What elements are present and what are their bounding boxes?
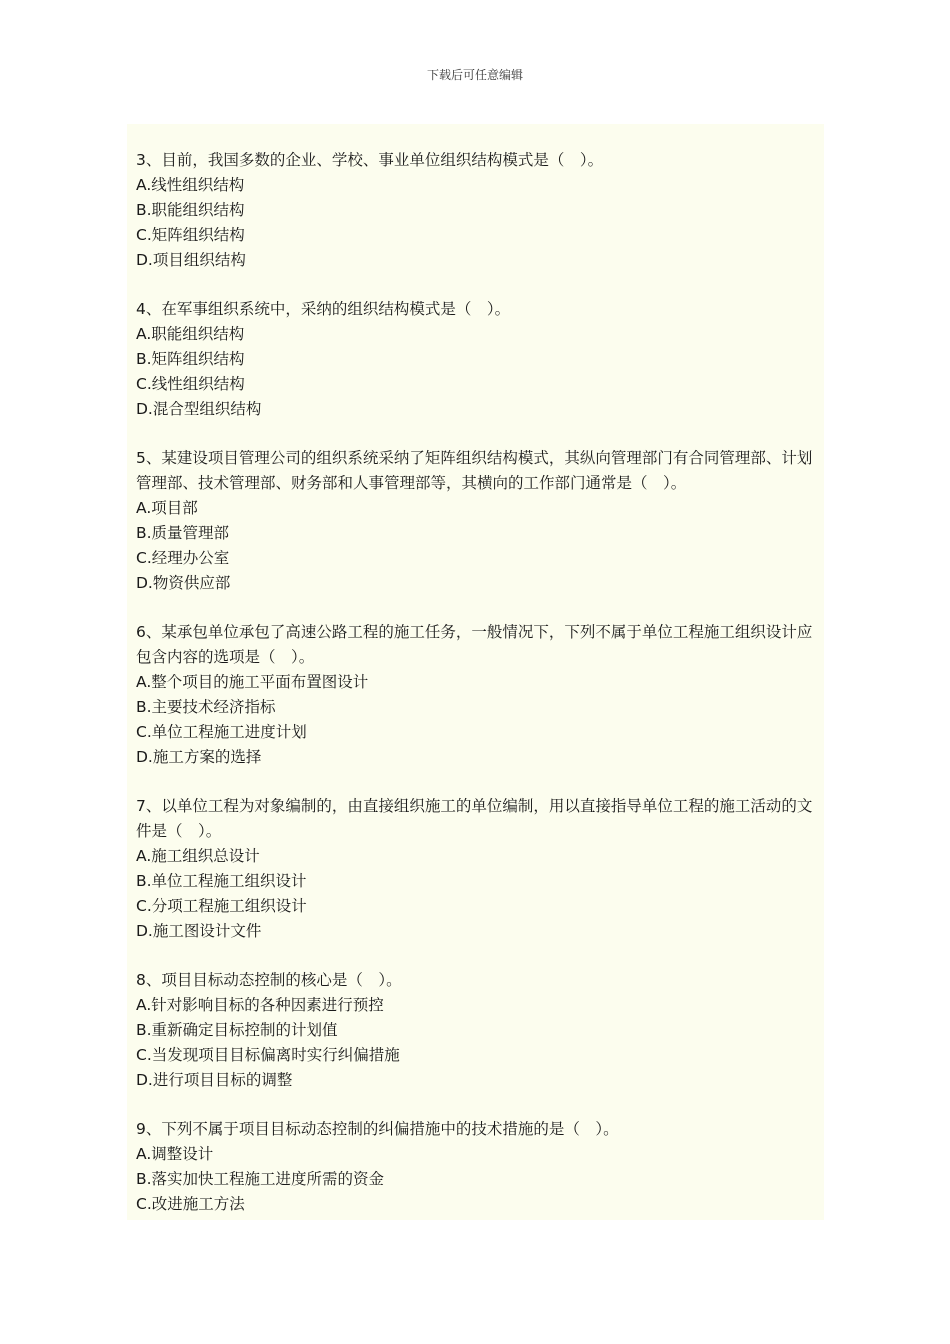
option-c: C.线性组织结构 — [136, 375, 245, 393]
option-b: B.矩阵组织结构 — [136, 350, 245, 368]
question-text: 3、目前，我国多数的企业、学校、事业单位组织结构模式是（ ）。 — [136, 151, 604, 169]
option-a: A.针对影响目标的各种因素进行预控 — [136, 996, 384, 1014]
question-text: 9、下列不属于项目目标动态控制的纠偏措施中的技术措施的是（ ）。 — [136, 1120, 619, 1138]
option-a: A.线性组织结构 — [136, 176, 245, 194]
option-a: A.施工组织总设计 — [136, 847, 260, 865]
option-d: D.进行项目目标的调整 — [136, 1071, 293, 1089]
question-8 — [136, 968, 816, 1093]
option-c: C.单位工程施工进度计划 — [136, 723, 307, 741]
option-d: D.施工方案的选择 — [136, 748, 262, 766]
question-4 — [136, 297, 816, 422]
option-d: D.混合型组织结构 — [136, 400, 262, 418]
option-b: B.质量管理部 — [136, 524, 230, 542]
option-d: D.项目组织结构 — [136, 251, 246, 269]
header-note: 下载后可任意编辑 — [426, 68, 523, 82]
option-a: A.整个项目的施工平面布置图设计 — [136, 673, 369, 691]
option-b: B.主要技术经济指标 — [136, 698, 276, 716]
question-text: 5、某建设项目管理公司的组织系统采纳了矩阵组织结构模式，其纵向管理部门有合同管理部、计划管理部、技术管理部、财务部和人事管理部等，其横向的工作部门通常是（ ）。 — [136, 449, 813, 492]
option-b: B.职能组织结构 — [136, 201, 245, 219]
option-a: A.调整设计 — [136, 1145, 214, 1163]
question-text: 4、在军事组织系统中，采纳的组织结构模式是（ ）。 — [136, 300, 511, 318]
question-text: 6、某承包单位承包了高速公路工程的施工任务，一般情况下，下列不属于单位工程施工组织设计应包含内容的选项是（ ）。 — [136, 623, 813, 666]
option-d: D.施工图设计文件 — [136, 922, 262, 940]
option-b: B.落实加快工程施工进度所需的资金 — [136, 1170, 385, 1188]
question-6 — [136, 620, 816, 770]
question-5 — [136, 446, 816, 596]
question-3 — [136, 148, 816, 273]
question-9 — [136, 1117, 816, 1217]
option-c: C.当发现项目目标偏离时实行纠偏措施 — [136, 1046, 400, 1064]
question-text: 8、项目目标动态控制的核心是（ ）。 — [136, 971, 402, 989]
option-b: B.重新确定目标控制的计划值 — [136, 1021, 338, 1039]
option-c: C.分项工程施工组织设计 — [136, 897, 307, 915]
option-c: C.矩阵组织结构 — [136, 226, 245, 244]
option-c: C.改进施工方法 — [136, 1195, 245, 1213]
option-a: A.职能组织结构 — [136, 325, 245, 343]
option-a: A.项目部 — [136, 499, 198, 517]
option-b: B.单位工程施工组织设计 — [136, 872, 307, 890]
option-d: D.物资供应部 — [136, 574, 231, 592]
option-c: C.经理办公室 — [136, 549, 230, 567]
question-text: 7、以单位工程为对象编制的，由直接组织施工的单位编制，用以直接指导单位工程的施工活动的文件是（ ）。 — [136, 797, 813, 840]
question-panel — [127, 124, 824, 1220]
question-7 — [136, 794, 816, 944]
